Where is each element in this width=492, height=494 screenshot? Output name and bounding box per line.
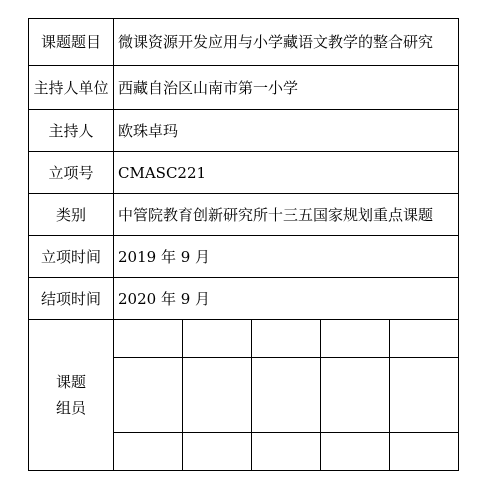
member-cell [252,358,321,433]
members-grid-row [114,358,458,433]
member-cell [183,433,252,471]
row-members [29,320,459,471]
member-cell [114,320,183,358]
project-info-table [28,18,459,471]
members-grid-row [114,320,458,358]
value-category: 中管院教育创新研究所十三五国家规划重点课题 [114,194,459,236]
row-host-unit [29,66,459,110]
member-cell [114,433,183,471]
member-cell [183,320,252,358]
members-grid-row [114,433,458,471]
value-host-unit: 西藏自治区山南市第一小学 [114,66,459,110]
value-start-date: 2019 年 9 月 [114,236,459,278]
label-members [29,320,114,471]
member-cell [114,358,183,433]
row-topic [29,19,459,66]
row-category [29,194,459,236]
row-end-date [29,278,459,320]
row-host [29,110,459,152]
member-cell [389,433,458,471]
label-host-unit: 主持人单位 [29,66,114,110]
member-cell [252,433,321,471]
label-category: 类别 [29,194,114,236]
member-cell [183,358,252,433]
member-cell [320,320,389,358]
label-end-date: 结项时间 [29,278,114,320]
members-grid-container [114,320,459,471]
members-label-line1: 课题 [55,373,86,391]
member-cell [252,320,321,358]
row-project-number [29,152,459,194]
members-label-line2: 组员 [55,399,86,417]
member-cell [389,320,458,358]
label-project-number: 立项号 [29,152,114,194]
value-host: 欧珠卓玛 [114,110,459,152]
value-project-number: CMASC221 [114,152,459,194]
value-end-date: 2020 年 9 月 [114,278,459,320]
member-cell [389,358,458,433]
value-topic: 微课资源开发应用与小学藏语文教学的整合研究 [114,19,459,66]
members-grid [114,320,458,470]
row-start-date [29,236,459,278]
label-start-date: 立项时间 [29,236,114,278]
member-cell [320,358,389,433]
member-cell [320,433,389,471]
label-host: 主持人 [29,110,114,152]
label-topic: 课题题目 [29,19,114,66]
